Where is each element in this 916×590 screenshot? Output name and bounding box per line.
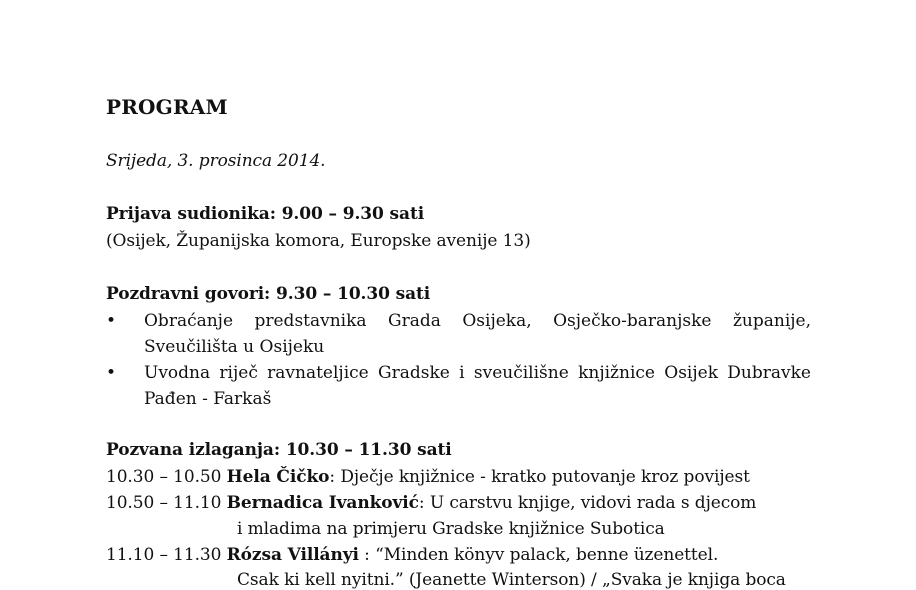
page-title: PROGRAM bbox=[106, 95, 228, 119]
talk-title: Dječje knjižnice - kratko putovanje kroz povijest bbox=[340, 467, 750, 487]
event-date: Srijeda, 3. prosinca 2014. bbox=[106, 151, 326, 171]
talk-row bbox=[106, 493, 756, 513]
registration-location: (Osijek, Županijska komora, Europske avenije 13) bbox=[106, 231, 531, 251]
talk-title: U carstvu knjige, vidovi rada s djecom bbox=[429, 493, 757, 513]
greeting-item-1-line1: Obraćanje predstavnika Grada Osijeka, Osječko-baranjske županije, bbox=[144, 311, 811, 331]
talk-speaker: Rózsa Villányi bbox=[226, 545, 359, 565]
registration-heading: Prijava sudionika: 9.00 – 9.30 sati bbox=[106, 204, 425, 224]
talk-separator: : bbox=[418, 493, 430, 513]
greeting-item-2-line1: Uvodna riječ ravnateljice Gradske i sveučilišne knjižnice Osijek Dubravke bbox=[144, 363, 811, 383]
talk-speaker: Bernadica Ivanković bbox=[226, 493, 419, 513]
greeting-item-2-line2: Pađen - Farkaš bbox=[144, 389, 272, 409]
greetings-heading: Pozdravni govori: 9.30 – 10.30 sati bbox=[106, 284, 431, 304]
talk-separator: : bbox=[358, 545, 376, 565]
talk-time: 11.10 – 11.30 bbox=[106, 545, 222, 565]
talk-title-continuation: i mladima na primjeru Gradske knjižnice Subotica bbox=[237, 519, 665, 539]
talk-title: “Minden könyv palack, benne üzenettel. bbox=[375, 545, 719, 565]
greeting-item-1-line2: Sveučilišta u Osijeku bbox=[144, 337, 325, 357]
invited-heading: Pozvana izlaganja: 10.30 – 11.30 sati bbox=[106, 440, 452, 460]
talk-title-continuation: Csak ki kell nyitni.” (Jeanette Winterson) / „Svaka je knjiga boca bbox=[237, 570, 786, 590]
talk-row bbox=[106, 545, 718, 565]
talk-speaker: Hela Čičko bbox=[226, 467, 330, 487]
bullet-marker: • bbox=[106, 363, 117, 383]
talk-separator: : bbox=[329, 467, 341, 487]
talk-row bbox=[106, 467, 750, 487]
talk-time: 10.50 – 11.10 bbox=[106, 493, 222, 513]
talk-time: 10.30 – 10.50 bbox=[106, 467, 222, 487]
bullet-marker: • bbox=[106, 311, 117, 331]
